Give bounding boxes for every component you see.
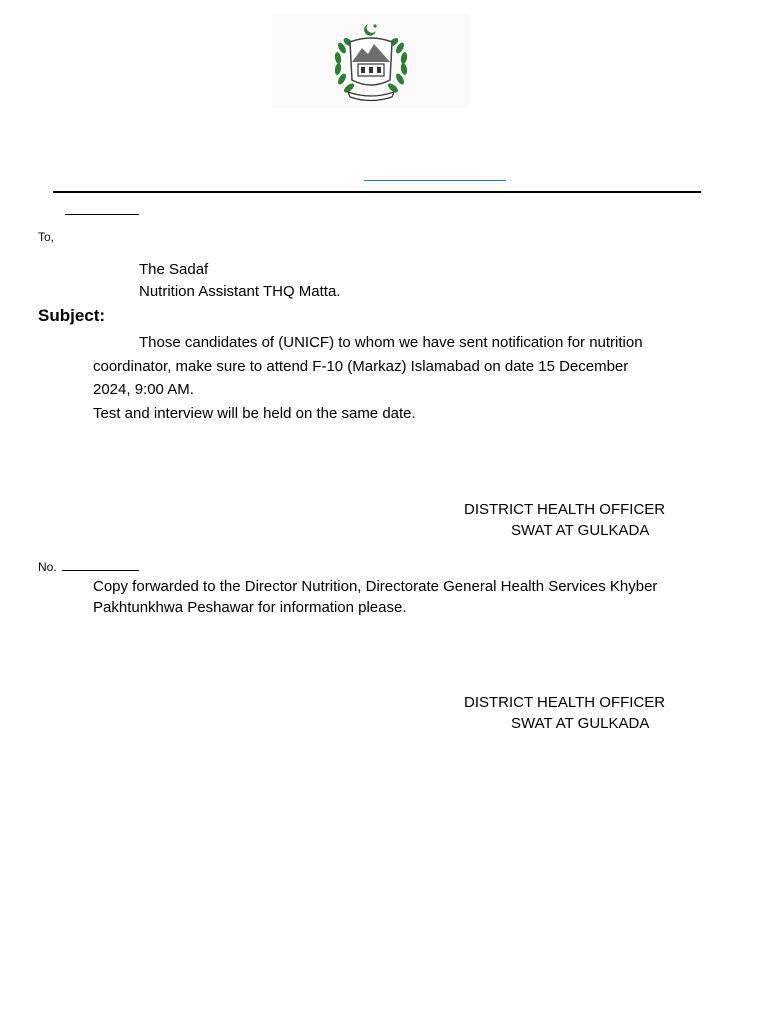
header-link-underline bbox=[364, 180, 506, 181]
emblem-logo bbox=[272, 14, 470, 108]
body-line-4: Test and interview will be held on the same date. bbox=[93, 405, 416, 422]
signature-title-2: DISTRICT HEALTH OFFICER bbox=[464, 694, 666, 711]
number-blank-line bbox=[62, 560, 139, 571]
recipient-title: Nutrition Assistant THQ Matta. bbox=[139, 283, 341, 300]
subject-label: Subject: bbox=[38, 306, 106, 325]
recipient-name: The Sadaf bbox=[139, 261, 209, 278]
reference-number bbox=[38, 560, 139, 574]
body-line-1: Those candidates of (UNICF) to whom we have sent notification for nutrition bbox=[139, 334, 643, 351]
government-emblem-icon bbox=[328, 18, 414, 104]
to-label: To, bbox=[38, 230, 55, 244]
signature-place-1: SWAT AT GULKADA bbox=[511, 522, 650, 539]
no-label: No. bbox=[38, 560, 57, 574]
signature-place-2: SWAT AT GULKADA bbox=[511, 715, 650, 732]
body-line-3: 2024, 9:00 AM. bbox=[93, 381, 194, 398]
body-line-2: coordinator, make sure to attend F-10 (Markaz) Islamabad on date 15 December bbox=[93, 358, 629, 375]
copy-line-1: Copy forwarded to the Director Nutrition, Directorate General Health Services Khyber bbox=[93, 578, 658, 595]
reference-blank-line bbox=[65, 214, 139, 215]
signature-title-1: DISTRICT HEALTH OFFICER bbox=[464, 501, 666, 518]
copy-line-2: Pakhtunkhwa Peshawar for information please. bbox=[93, 599, 407, 616]
header-divider bbox=[53, 191, 701, 193]
